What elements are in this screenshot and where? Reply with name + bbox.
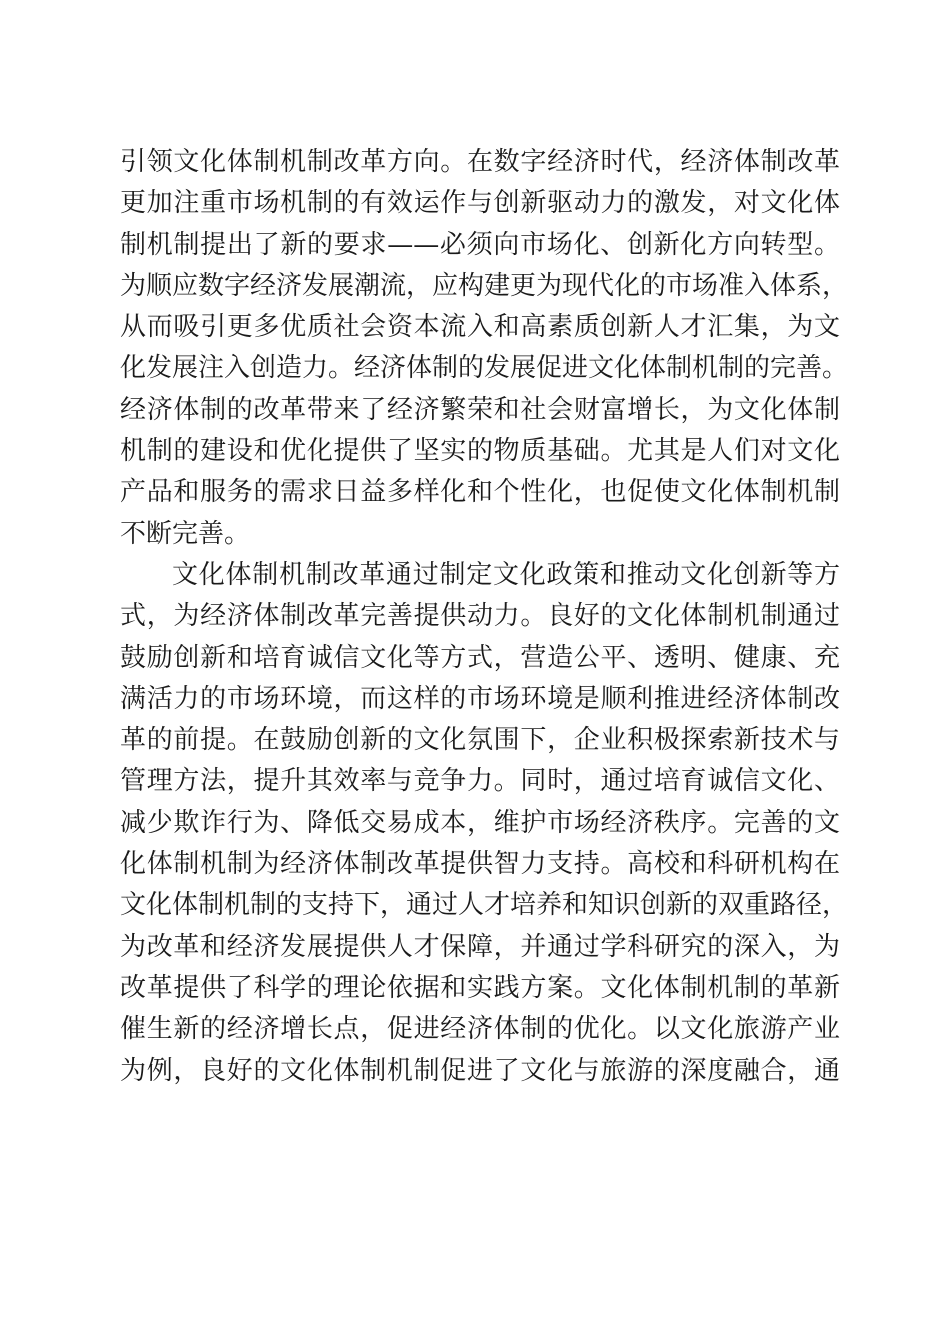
text-line: 改革提供了科学的理论依据和实践方案。文化体制机制的革新	[120, 972, 840, 1003]
text-line: 化发展注入创造力。经济体制的发展促进文化体制机制的完善。	[120, 353, 849, 384]
text-line: 为例，良好的文化体制机制促进了文化与旅游的深度融合，通	[120, 1055, 840, 1086]
text-line: 减少欺诈行为、降低交易成本，维护市场经济秩序。完善的文	[120, 807, 840, 838]
paragraph-2	[120, 555, 849, 1092]
text-line: 为顺应数字经济发展潮流，应构建更为现代化的市场准入体系，	[120, 270, 849, 301]
text-line: 产品和服务的需求日益多样化和个性化，也促使文化体制机制	[120, 477, 840, 508]
text-line: 不断完善。	[120, 518, 251, 549]
text-line: 机制的建设和优化提供了坚实的物质基础。尤其是人们对文化	[120, 436, 840, 467]
text-line: 文化体制机制的支持下，通过人才培养和知识创新的双重路径，	[120, 890, 849, 921]
text-line: 制机制提出了新的要求——必须向市场化、创新化方向转型。	[120, 229, 840, 260]
text-line: 更加注重市场机制的有效运作与创新驱动力的激发，对文化体	[120, 188, 840, 219]
text-line: 经济体制的改革带来了经济繁荣和社会财富增长，为文化体制	[120, 394, 840, 425]
text-line: 革的前提。在鼓励创新的文化氛围下，企业积极探索新技术与	[120, 725, 840, 756]
text-line: 引领文化体制机制改革方向。在数字经济时代，经济体制改革	[120, 147, 840, 177]
text-line: 催生新的经济增长点，促进经济体制的优化。以文化旅游产业	[120, 1014, 840, 1045]
text-line: 鼓励创新和培育诚信文化等方式，营造公平、透明、健康、充	[120, 642, 840, 673]
text-line: 从而吸引更多优质社会资本流入和高素质创新人才汇集，为文	[120, 312, 840, 343]
text-line: 管理方法，提升其效率与竞争力。同时，通过培育诚信文化、	[120, 766, 840, 797]
text-line: 为改革和经济发展提供人才保障，并通过学科研究的深入，为	[120, 931, 840, 962]
text-line: 式，为经济体制改革完善提供动力。良好的文化体制机制通过	[120, 601, 840, 632]
body-text	[120, 142, 849, 1092]
text-line: 化体制机制为经济体制改革提供智力支持。高校和科研机构在	[120, 849, 840, 880]
text-line: 满活力的市场环境，而这样的市场环境是顺利推进经济体制改	[120, 683, 840, 714]
paragraph-1	[120, 142, 849, 555]
text-line: 文化体制机制改革通过制定文化政策和推动文化创新等方	[172, 559, 840, 590]
